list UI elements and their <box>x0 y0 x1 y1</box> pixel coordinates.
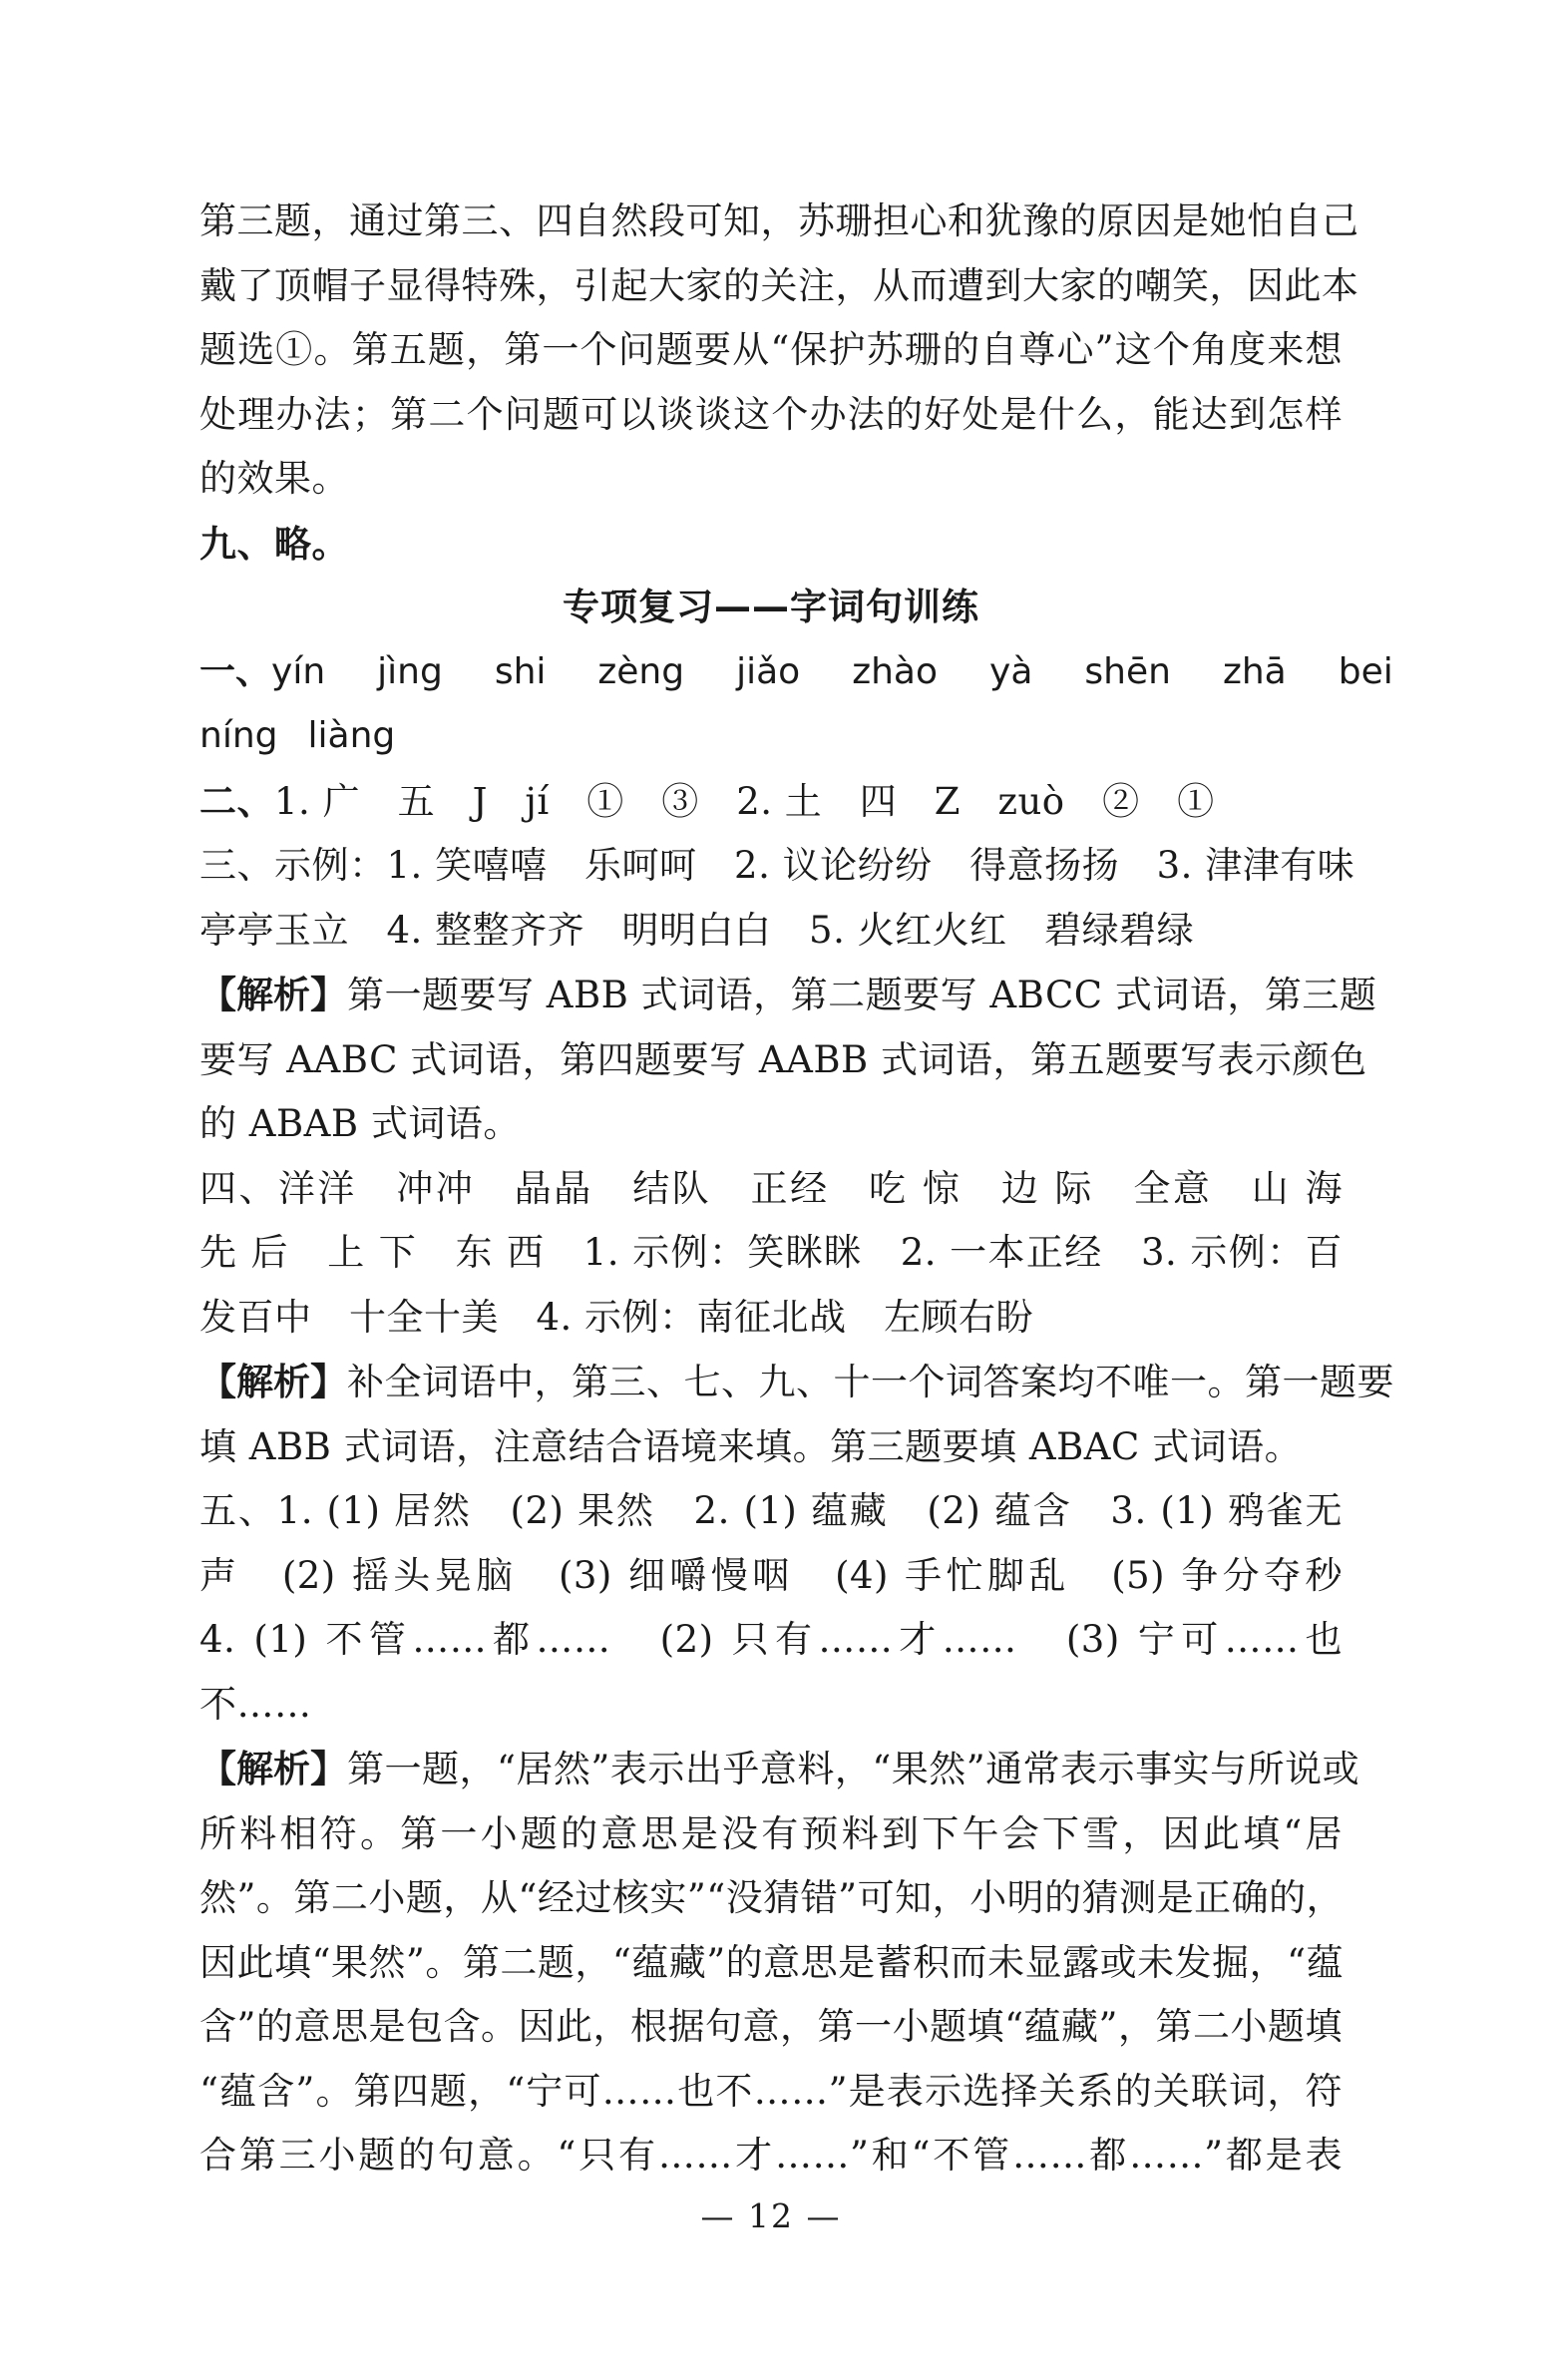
analysis-line <box>199 1737 1360 1802</box>
text-line: 九、略。 <box>199 521 349 566</box>
text-line: 合第三小题的句意。“只有……才……”和“不管……都……”都是表 <box>199 2134 1343 2177</box>
answer-page <box>199 190 1394 2188</box>
text-line: 然”。第二小题，从“经过核实”“没猜错”可知，小明的猜测是正确的， <box>199 1876 1345 1919</box>
text-line: “蕴含”。第四题，“宁可……也不……”是表示选择关系的关联词，符 <box>199 2069 1343 2113</box>
pinyin-word: bei <box>1338 650 1393 692</box>
text-line: 含”的意思是包含。因此，根据句意，第一小题填“蕴藏”，第二小题填 <box>199 2005 1343 2048</box>
text-line: 要写 AABC 式词语，第四题要写 AABB 式词语，第五题要写表示颜色 <box>199 1037 1367 1081</box>
text-line: 填 ABB 式词语，注意结合语境来填。第三题要填 ABAC 式词语。 <box>199 1424 1303 1468</box>
analysis-line <box>199 963 1377 1028</box>
analysis-tag: 【解析】 <box>199 973 347 1016</box>
pinyin-word: yín <box>271 650 326 692</box>
analysis-text: 第一题要写 ABB 式词语，第二题要写 ABCC 式词语，第三题 <box>347 974 1377 1016</box>
question-label: 二、 <box>199 778 274 823</box>
text-line: 的 ABAB 式词语。 <box>199 1102 521 1145</box>
text-line: 题选①。第五题，第一个问题要从“保护苏珊的自尊心”这个角度来想 <box>199 328 1343 371</box>
analysis-text: 补全词语中，第三、七、九、十一个词答案均不唯一。第一题要 <box>347 1361 1394 1403</box>
analysis-tag: 【解析】 <box>199 1360 347 1403</box>
text-line: 发百中 十全十美 4. 示例：南征北战 左顾右盼 <box>199 1295 1034 1339</box>
pinyin-word: zèng <box>597 650 685 692</box>
text-line: 处理办法；第二个问题可以谈谈这个办法的好处是什么，能达到怎样 <box>199 392 1343 436</box>
pinyin-word: níng <box>199 715 278 756</box>
text-line: 亭亭玉立 4. 整整齐齐 明明白白 5. 火红火红 碧绿碧绿 <box>199 908 1195 952</box>
analysis-line <box>199 1350 1394 1415</box>
pinyin-word: zhā <box>1222 650 1287 692</box>
section-title: 专项复习——字词句训练 <box>563 586 979 628</box>
text-line: 戴了顶帽子显得特殊，引起大家的关注，从而遭到大家的嘲笑，因此本 <box>199 263 1359 307</box>
text-line: 因此填“果然”。第二题，“蕴藏”的意思是蓄积而未显露或未发掘，“蕴 <box>199 1940 1345 1984</box>
text-line: 先 后 上 下 东 西 1. 示例：笑眯眯 2. 一本正经 3. 示例：百 <box>199 1231 1343 1274</box>
question-two <box>199 769 1343 835</box>
pinyin-word: zhào <box>852 650 939 692</box>
text-line: 所料相符。第一小题的意思是没有预料到下午会下雪，因此填“居 <box>199 1811 1343 1855</box>
pinyin-row <box>199 704 1343 769</box>
pinyin-word: liàng <box>307 715 396 756</box>
pinyin-word: shi <box>494 650 547 692</box>
answer-text: 1. 广 五 J jí ① ③ 2. 土 四 Z zuò ② ① <box>274 779 1215 823</box>
analysis-text: 第一题，“居然”表示出乎意料，“果然”通常表示事实与所说或 <box>347 1748 1360 1790</box>
text-line: 第三题，通过第三、四自然段可知，苏珊担心和犹豫的原因是她怕自己 <box>199 199 1359 242</box>
pinyin-word: jìng <box>377 650 443 692</box>
text-line: 声 (2) 摇头晃脑 (3) 细嚼慢咽 (4) 手忙脚乱 (5) 争分夺秒 <box>199 1553 1343 1597</box>
pinyin-row <box>199 640 1393 705</box>
text-line: 五、1. (1) 居然 (2) 果然 2. (1) 蕴藏 (2) 蕴含 3. (1) 鸦雀无 <box>199 1489 1343 1532</box>
question-label: 一、 <box>199 650 272 692</box>
text-line: 不…… <box>199 1682 312 1726</box>
text-line: 三、示例：1. 笑嘻嘻 乐呵呵 2. 议论纷纷 得意扬扬 3. 津津有味 <box>199 844 1355 887</box>
text-line: 4. (1) 不管……都…… (2) 只有……才…… (3) 宁可……也 <box>199 1618 1343 1661</box>
page-number: — 12 — <box>700 2196 842 2235</box>
analysis-tag: 【解析】 <box>199 1747 347 1790</box>
text-line: 的效果。 <box>199 457 349 500</box>
pinyin-word: yà <box>989 650 1033 692</box>
text-line: 四、洋洋 冲冲 晶晶 结队 正经 吃 惊 边 际 全意 山 海 <box>199 1166 1343 1210</box>
pinyin-word: jiǎo <box>736 650 801 692</box>
pinyin-word: shēn <box>1084 650 1171 692</box>
